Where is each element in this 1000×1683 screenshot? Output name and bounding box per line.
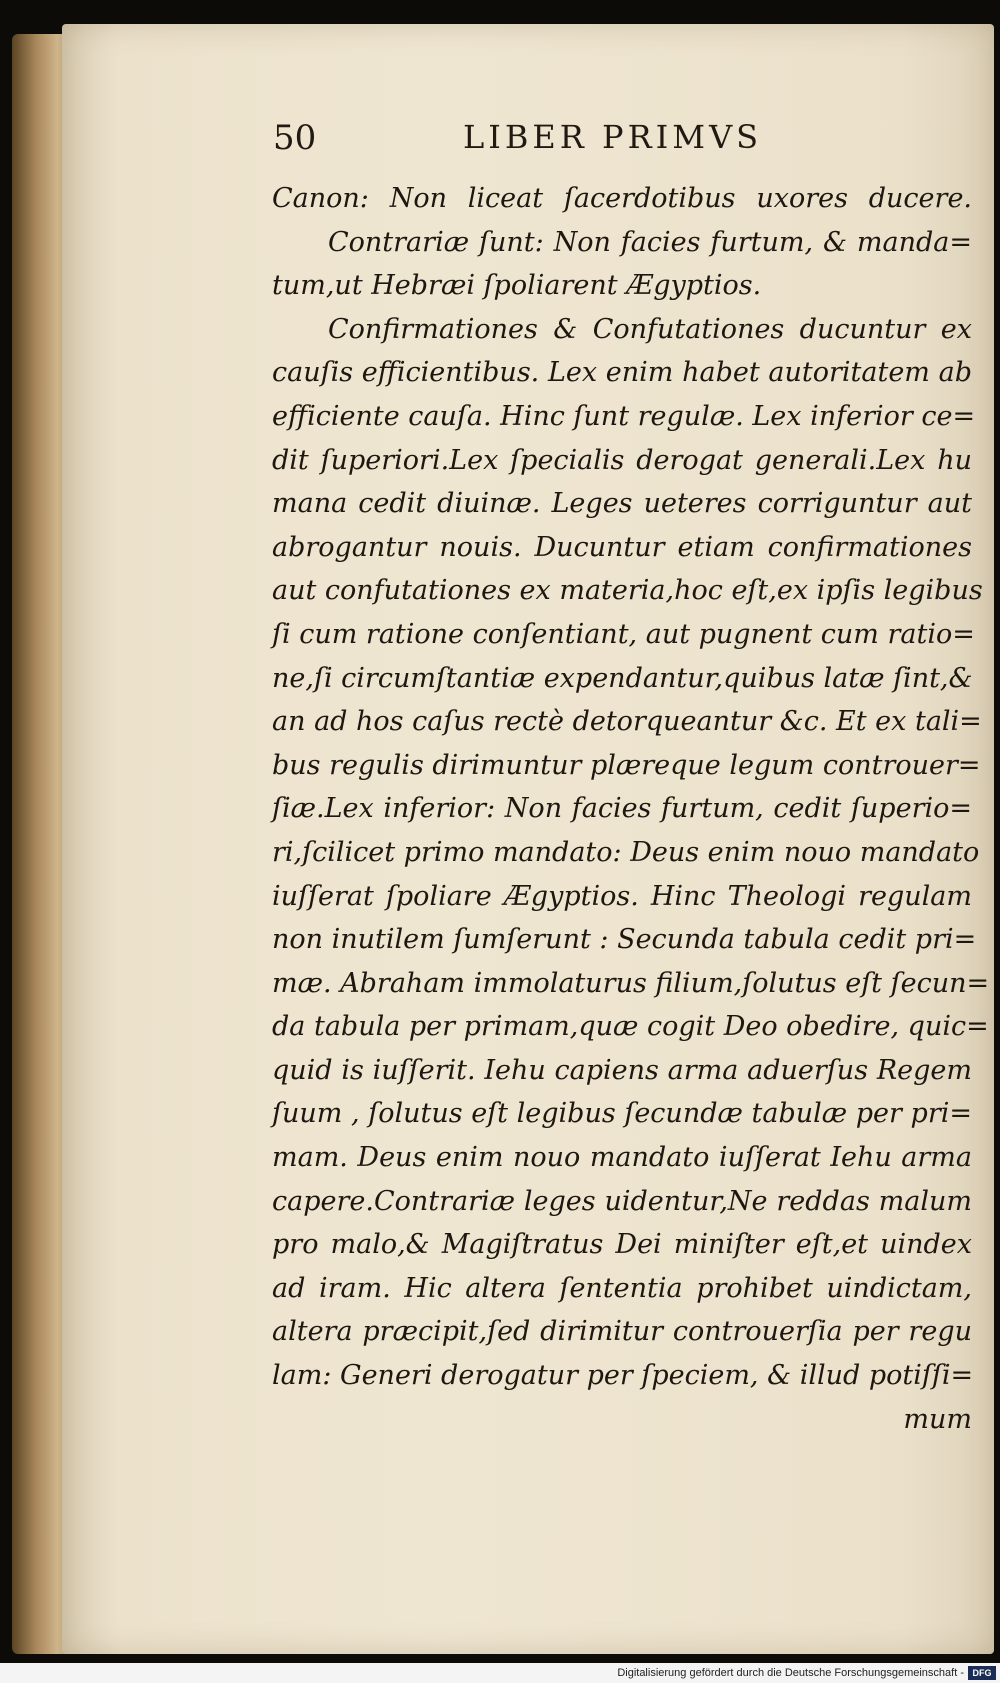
text-line: mana cedit diuinæ. Leges ueteres corriguntur aut — [272, 488, 972, 520]
text-line: mæ. Abraham immolaturus filium,ſolutus eſt ſecun= — [272, 967, 990, 999]
text-line: efficiente cauſa. Hinc ſunt regulæ. Lex inferior ce= — [272, 400, 976, 432]
footer-bar — [0, 1663, 1000, 1683]
text-line: Contrariæ ſunt: Non facies furtum, & manda= — [328, 226, 972, 258]
catchword: mum — [903, 1403, 972, 1435]
text-line: lam: Generi derogatur per ſpeciem, & illud potiſſi= — [272, 1360, 974, 1392]
funding-notice: Digitalisierung gefördert durch die Deutsche Forschungsgemeinschaft - — [617, 1667, 964, 1679]
text-line: iuſſerat ſpoliare Ægyptios. Hinc Theologi regulam — [272, 880, 972, 912]
text-line: ri,ſcilicet primo mandato: Deus enim nouo mandato — [272, 836, 980, 868]
text-line: ne,ſi circumſtantiæ expendantur,quibus latæ ſint,& — [272, 662, 973, 694]
text-line: abrogantur nouis. Ducuntur etiam confirmationes — [272, 531, 972, 563]
text-line: da tabula per primam,quæ cogit Deo obedire, quic= — [272, 1011, 989, 1043]
text-line: Canon: Non liceat ſacerdotibus uxores ducere. — [272, 183, 972, 214]
text-line: dit ſuperiori.Lex ſpecialis derogat generali.Lex hu — [272, 444, 972, 476]
text-line: bus regulis dirimuntur plæreque legum controuer= — [272, 749, 981, 781]
text-line: ad iram. Hic altera ſententia prohibet uindictam, — [272, 1272, 972, 1304]
body-text — [272, 177, 990, 1441]
text-line: non inutilem ſumſerunt : Secunda tabula cedit pri= — [272, 924, 977, 956]
text-line: an ad hos caſus rectè detorqueantur &c. Et ex tali= — [272, 706, 982, 738]
text-line: cauſis efficientibus. Lex enim habet autoritatem ab — [272, 357, 972, 389]
page-header — [273, 118, 973, 168]
text-line: tum,ut Hebræi ſpoliarent Ægyptios. — [272, 270, 762, 302]
text-line: ſiæ.Lex inferior: Non facies furtum, cedit ſuperio= — [272, 793, 972, 825]
page-number: 50 — [273, 118, 317, 158]
text-line: altera præcipit,ſed dirimitur controuerſia per regu — [272, 1316, 972, 1348]
text-line: aut confutationes ex materia,hoc eſt,ex ipſis legibus — [272, 575, 983, 607]
text-line: ſi cum ratione conſentiant, aut pugnent cum ratio= — [272, 618, 975, 650]
text-line: mam. Deus enim nouo mandato iuſſerat Iehu arma — [272, 1142, 972, 1174]
dfg-logo: DFG — [968, 1666, 996, 1680]
text-line: pro malo,& Magiſtratus Dei miniſter eſt,et uindex — [272, 1229, 972, 1261]
text-line: capere.Contrariæ leges uidentur,Ne reddas malum — [272, 1185, 972, 1217]
running-head: LIBER PRIMVS — [463, 118, 763, 156]
text-line: Confirmationes & Confutationes ducuntur ex — [328, 313, 972, 345]
text-line: quid is iuſſerit. Iehu capiens arma aduerſus Regem — [272, 1054, 972, 1086]
text-line: ſuum , ſolutus eſt legibus ſecundæ tabulæ per pri= — [272, 1098, 972, 1130]
